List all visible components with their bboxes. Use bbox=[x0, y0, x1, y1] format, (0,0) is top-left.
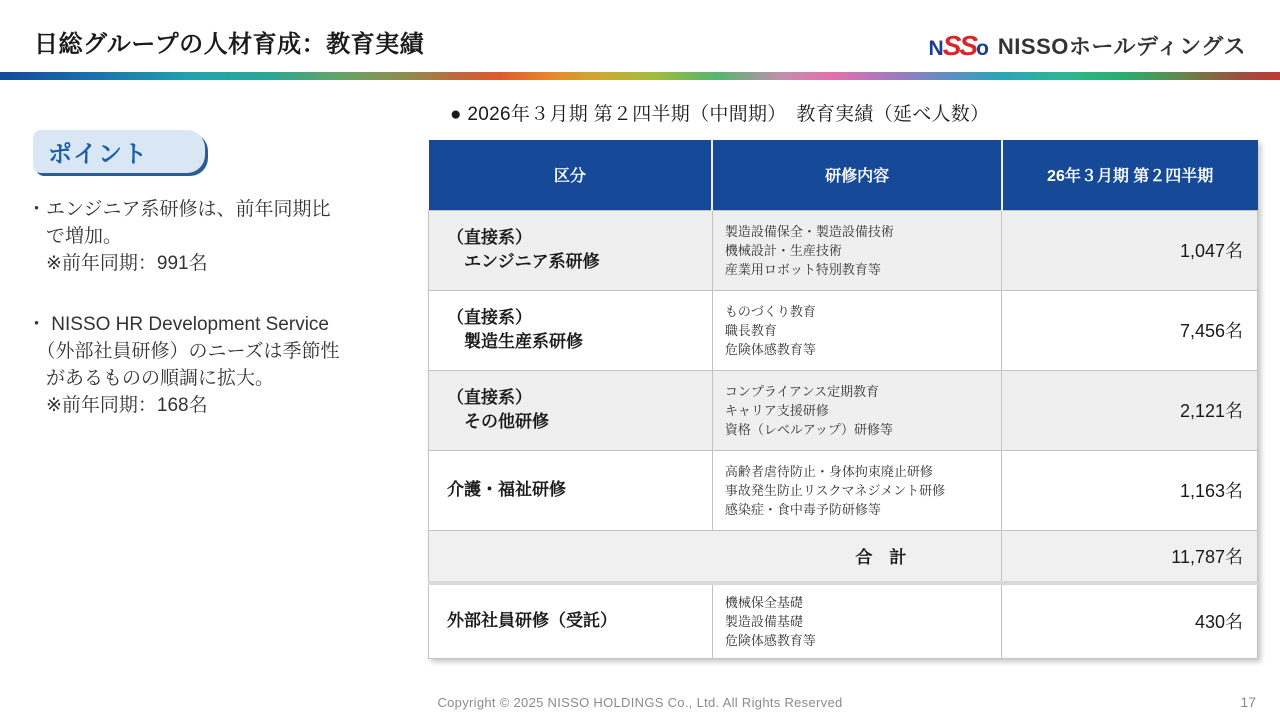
content-line: 危険体感教育等 bbox=[724, 341, 816, 357]
total-label: 合 計 bbox=[429, 530, 1002, 583]
point-line: （外部社員研修）のニーズは季節性 bbox=[27, 341, 340, 362]
category-cell bbox=[429, 210, 713, 290]
category-line: （直接系） bbox=[447, 308, 532, 327]
value-cell: 1,163名 bbox=[1002, 450, 1258, 530]
col-header-period: 26年３月期 第２四半期 bbox=[1002, 140, 1258, 210]
point-line: ・ NISSO HR Development Service bbox=[27, 314, 329, 335]
training-table bbox=[428, 140, 1258, 659]
category-line: （直接系） bbox=[447, 228, 532, 247]
table-row-total bbox=[429, 530, 1258, 583]
col-header-category: 区分 bbox=[429, 140, 713, 210]
content-line: 機械保全基礎 bbox=[724, 594, 803, 610]
col-header-content: 研修内容 bbox=[712, 140, 1002, 210]
content-cell bbox=[712, 290, 1002, 370]
category-line: 製造生産系研修 bbox=[447, 332, 583, 351]
point-item bbox=[27, 311, 439, 419]
category-line: （直接系） bbox=[447, 388, 532, 407]
category-cell bbox=[429, 450, 713, 530]
value-cell: 2,121名 bbox=[1002, 370, 1258, 450]
training-table-container bbox=[428, 140, 1258, 659]
category-cell bbox=[429, 583, 713, 658]
content-line: 高齢者虐待防止・身体拘束廃止研修 bbox=[724, 463, 933, 479]
nisso-logo-mark-icon bbox=[928, 29, 989, 61]
content-line: ものづくり教育 bbox=[724, 303, 816, 319]
table-row-other bbox=[429, 370, 1258, 450]
table-row-manufacturing bbox=[429, 290, 1258, 370]
page-number: 17 bbox=[1240, 694, 1256, 710]
rainbow-divider bbox=[0, 72, 1280, 80]
value-cell: 7,456名 bbox=[1002, 290, 1258, 370]
content-line: キャリア支援研修 bbox=[724, 402, 829, 418]
point-line: ※前年同期：991名 bbox=[27, 253, 208, 274]
category-cell bbox=[429, 290, 713, 370]
point-line: ・エンジニア系研修は、前年同期比 bbox=[27, 199, 331, 220]
content-line: 事故発生防止リスクマネジメント研修 bbox=[724, 482, 946, 498]
point-line: があるものの順調に拡大。 bbox=[27, 368, 275, 389]
total-value: 11,787名 bbox=[1002, 530, 1258, 583]
company-name: NISSOホールディングス bbox=[997, 34, 1246, 59]
content-line: 資格（レベルアップ）研修等 bbox=[724, 421, 894, 437]
category-cell bbox=[429, 370, 713, 450]
content-cell bbox=[712, 370, 1002, 450]
value-cell: 430名 bbox=[1002, 583, 1258, 658]
points-list bbox=[27, 196, 439, 453]
content-cell bbox=[712, 450, 1002, 530]
content-line: 危険体感教育等 bbox=[724, 632, 816, 648]
table-row-external bbox=[429, 583, 1258, 658]
category-line: 外部社員研修（受託） bbox=[447, 611, 617, 631]
content-line: 製造設備基礎 bbox=[724, 613, 803, 629]
table-header-row bbox=[429, 140, 1258, 210]
points-label-box bbox=[33, 130, 205, 173]
logo-letter-n: N bbox=[928, 36, 943, 60]
point-line: ※前年同期：168名 bbox=[27, 395, 208, 416]
nisso-logo bbox=[929, 30, 1246, 61]
point-line: で増加。 bbox=[27, 226, 123, 247]
logo-letter-o: o bbox=[976, 36, 989, 60]
content-line: 産業用ロボット特別教育等 bbox=[724, 261, 881, 277]
category-line: 介護・福祉研修 bbox=[447, 480, 566, 499]
footer-copyright: Copyright © 2025 NISSO HOLDINGS Co., Ltd. All Rights Reserved bbox=[437, 695, 843, 710]
content-line: コンプライアンス定期教育 bbox=[724, 383, 880, 399]
point-item bbox=[27, 196, 439, 277]
category-line: その他研修 bbox=[447, 412, 549, 431]
content-line: 職長教育 bbox=[724, 322, 777, 338]
content-cell bbox=[712, 210, 1002, 290]
content-line: 感染症・食中毒予防研修等 bbox=[724, 501, 881, 517]
category-line: エンジニア系研修 bbox=[447, 252, 600, 271]
logo-letters-ss: SS bbox=[942, 29, 977, 61]
content-line: 製造設備保全・製造設備技術 bbox=[724, 223, 894, 239]
page-title: 日総グループの人材育成：教育実績 bbox=[34, 31, 425, 58]
content-cell bbox=[712, 583, 1002, 658]
table-row-care-welfare bbox=[429, 450, 1258, 530]
points-label: ポイント bbox=[48, 141, 148, 168]
section-heading: ● 2026年３月期 第２四半期（中間期） 教育実績（延べ人数） bbox=[450, 104, 990, 125]
table-row-engineer bbox=[429, 210, 1258, 290]
value-cell: 1,047名 bbox=[1002, 210, 1258, 290]
content-line: 機械設計・生産技術 bbox=[724, 242, 842, 258]
